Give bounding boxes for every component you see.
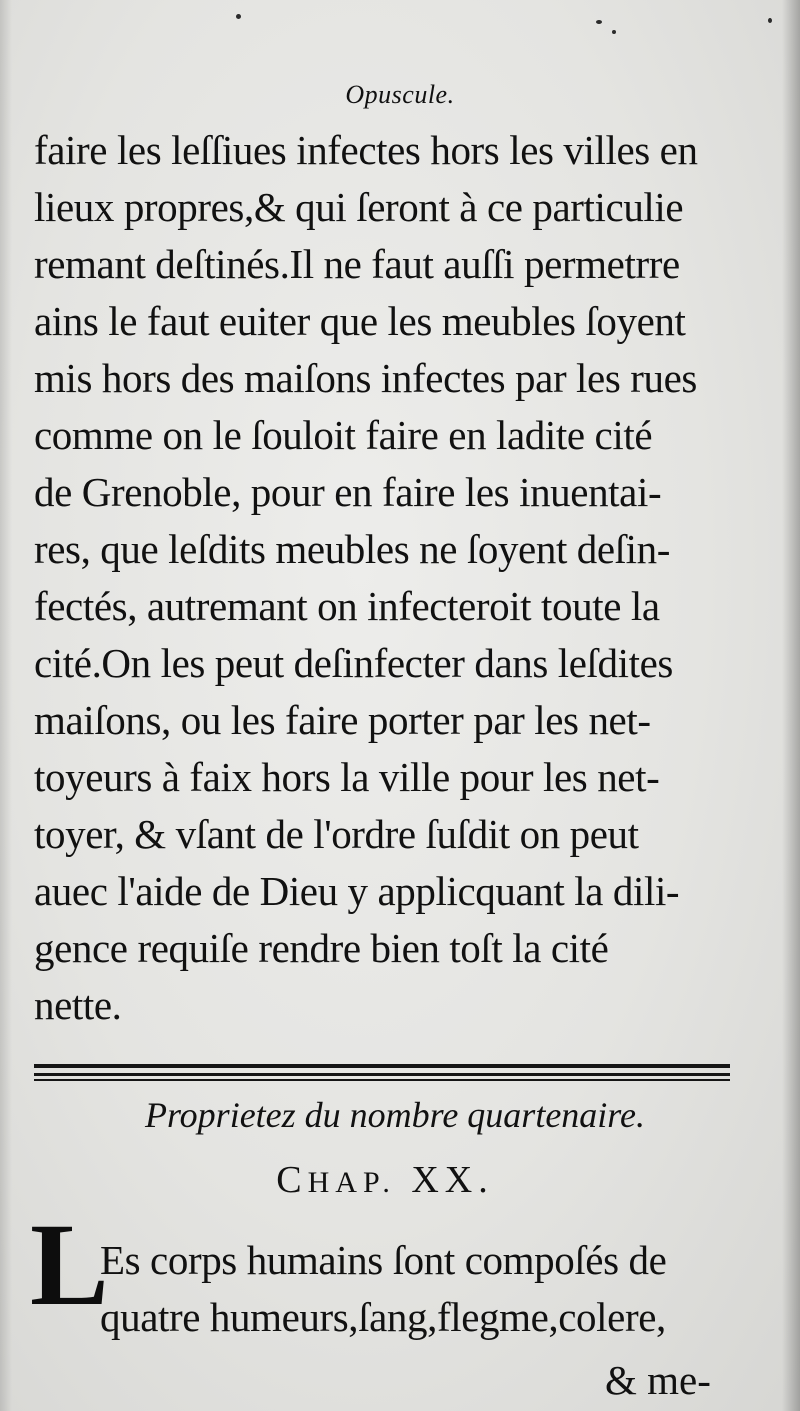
ink-speck xyxy=(612,30,616,34)
catchword: & me- xyxy=(605,1357,711,1403)
rule-line xyxy=(34,1064,730,1068)
text-line: maiſons, ou les faire porter par les net- xyxy=(34,697,651,743)
drop-cap-initial: L xyxy=(30,1199,109,1330)
text-line: Es corps humains ſont compoſés de xyxy=(100,1237,667,1283)
text-line: de Grenoble, pour en faire les inuentai- xyxy=(34,469,662,515)
text-line: remant deſtinés.Il ne faut auſſi permetrre xyxy=(34,241,680,287)
chapter-heading xyxy=(0,1158,770,1202)
text-line: toyer, & vſant de l'ordre ſuſdit on peut xyxy=(34,811,639,857)
ink-speck xyxy=(768,18,772,23)
chapter-label-initial: C xyxy=(276,1159,308,1201)
rule-line xyxy=(34,1079,730,1081)
ink-speck xyxy=(596,20,602,24)
section-divider-rule xyxy=(34,1064,730,1084)
text-line: fectés, autremant on infecteroit toute la xyxy=(34,583,660,629)
text-line: nette. xyxy=(34,982,122,1028)
rule-line xyxy=(34,1073,730,1076)
chapter-title: Proprietez du nombre quartenaire. xyxy=(145,1095,645,1135)
body-text xyxy=(34,122,744,1034)
page-edge-shadow xyxy=(782,0,800,1411)
text-line: cité.On les peut deſinfecter dans leſdites xyxy=(34,640,673,686)
text-line: quatre humeurs,ſang,flegme,colere, xyxy=(100,1294,666,1340)
chapter-number: XX. xyxy=(411,1159,494,1201)
text-line: lieux propres,& qui ſeront à ce particulie xyxy=(34,184,684,230)
text-line: comme on le ſouloit faire en ladite cité xyxy=(34,412,653,458)
text-line: toyeurs à faix hors la ville pour les net- xyxy=(34,754,660,800)
chapter-opening-text xyxy=(100,1232,750,1346)
running-head: Opuscule. xyxy=(345,80,455,109)
text-line: auec l'aide de Dieu y applicquant la dili- xyxy=(34,868,680,914)
text-line: res, que leſdits meubles ne ſoyent deſin- xyxy=(34,526,671,572)
text-line: faire les leſſiues infectes hors les villes en xyxy=(34,127,698,173)
text-line: ains le faut euiter que les meubles ſoyent xyxy=(34,298,686,344)
ink-speck xyxy=(236,14,241,19)
text-line: mis hors des maiſons infectes par les rues xyxy=(34,355,697,401)
chapter-label-smallcaps: HAP. xyxy=(307,1166,396,1199)
text-line: gence requiſe rendre bien toſt la cité xyxy=(34,925,609,971)
